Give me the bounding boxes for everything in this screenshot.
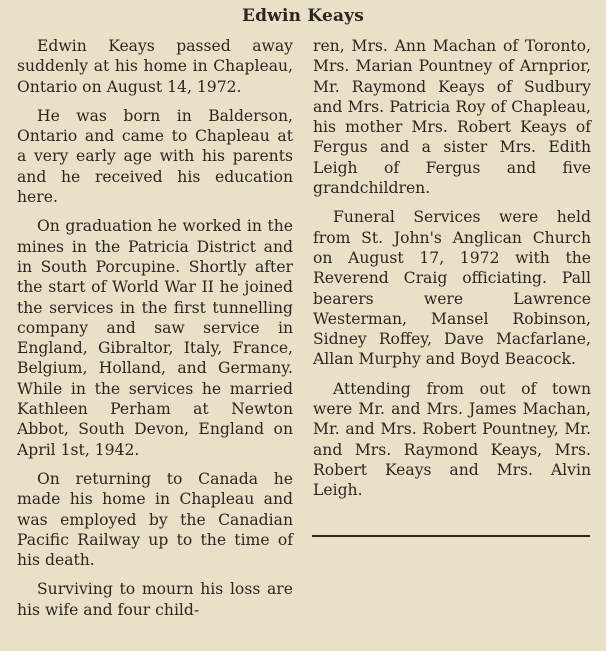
paragraph: Attending from out of town were Mr. and Mrs. James Machan, Mr. and Mrs. Robert Pountney, Mr. and Mrs. Raymond Keays, Mrs. Robert Keays and Mrs. Alvin Leigh.: [313, 379, 591, 500]
paragraph: On returning to Canada he made his home in Chapleau and was employed by the Canadian Pacific Railway up to the time of his death.: [17, 469, 293, 570]
paragraph: ren, Mrs. Ann Machan of Toronto, Mrs. Marian Pountney of Arnprior, Mr. Raymond Keays of Sudbury and Mrs. Patricia Roy of Chapleau, his mother Mrs. Robert Keays of Fergus and a sister Mrs. Edith Leigh of Fergus and five grandchildren.: [313, 37, 591, 198]
paragraph: Surviving to mourn his loss are his wife and four child-: [17, 580, 293, 619]
right-column: [313, 36, 591, 510]
article-title: Edwin Keays: [241, 6, 365, 26]
paragraph: Funeral Services were held from St. John's Anglican Church on August 17, 1972 with the Reverend Craig officiating. Pall bearers were Lawrence Westerman, Mansel Robinson, Sidney Roffey, Dave Macfarlane, Allan Murphy and Boyd Beacock.: [313, 208, 591, 369]
left-column: [17, 36, 293, 629]
paragraph: He was born in Balderson, Ontario and came to Chapleau at a very early age with his parents and he received his education here.: [17, 106, 293, 207]
paragraph: On graduation he worked in the mines in the Patricia District and in South Porcupine. Shortly after the start of World War II he joined the services in the first tunnelling company and saw service in England, Gibraltor, Italy, France, Belgium, Holland, and Germany. While in the services he married Kathleen Perham at Newton Abbot, South Devon, England on April 1st, 1942.: [17, 217, 293, 459]
end-rule: [312, 535, 590, 537]
paragraph: Edwin Keays passed away suddenly at his home in Chapleau, Ontario on August 14, 1972.: [17, 37, 293, 96]
